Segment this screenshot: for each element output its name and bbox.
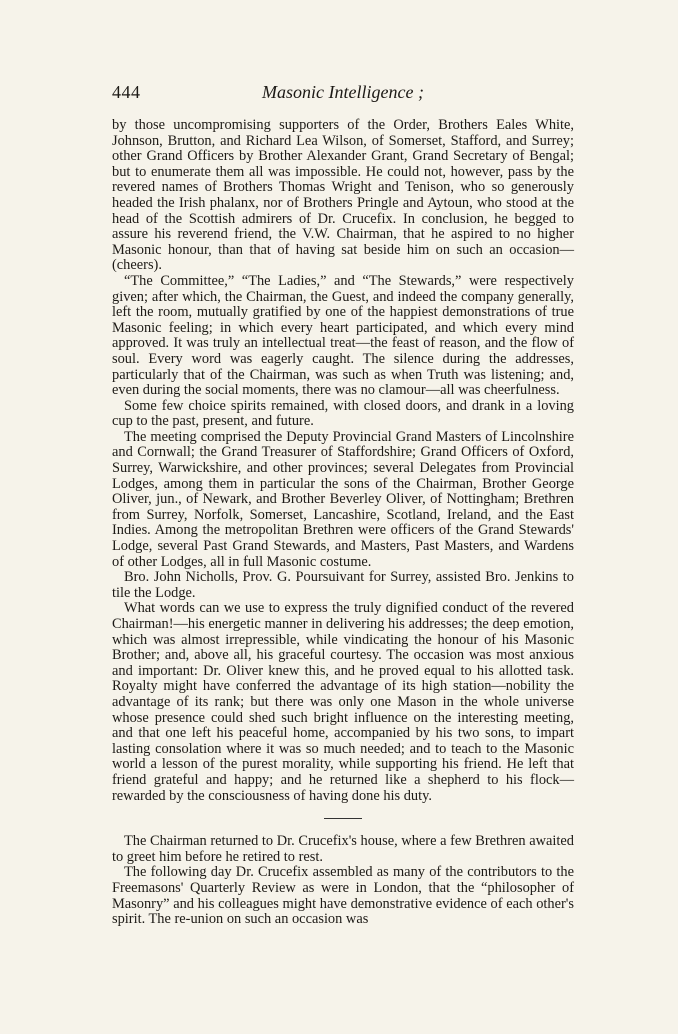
page-header — [112, 82, 574, 106]
paragraph: by those uncompromising supporters of the Order, Brothers Eales White, Johnson, Brutton, and Richard Lea Wilson, of Somerset, Stafford, and Surrey; other Grand Officers by Brother Alexander Grant, Grand Secretary of Bengal; but to enumerate them all was impossible. He could not, however, pass by the revered names of Brothers Thomas Wright and Tenison, who so generously headed the Irish phalanx, nor of Brothers Pringle and Aytoun, who stood at the head of the Scottish admirers of Dr. Crucefix. In conclusion, he begged to assure his reverend friend, the V.W. Chairman, that he aspired to no higher Masonic honour, than that of having sat beside him on such an occasion—(cheers). — [112, 117, 574, 274]
paragraph: “The Committee,” “The Ladies,” and “The Stewards,” were respectively given; after which, the Chairman, the Guest, and indeed the company generally, left the room, mutually gratified by one of the happiest demonstrations of true Masonic feeling; in which every heart participated, and which every mind approved. It was truly an intellectual treat—the feast of reason, and the flow of soul. Every word was eagerly caught. The silence during the addresses, particularly that of the Chairman, was such as when Truth was listening; and, even during the social moments, there was no clamour—all was cheerfulness. — [112, 272, 574, 399]
paragraph: Some few choice spirits remained, with closed doors, and drank in a loving cup to the past, present, and future. — [112, 397, 574, 430]
section-divider — [324, 818, 362, 819]
paragraph: Bro. John Nicholls, Prov. G. Poursuivant for Surrey, assisted Bro. Jenkins to tile the Lodge. — [112, 569, 574, 601]
paragraph: The meeting comprised the Deputy Provincial Grand Masters of Lincolnshire and Cornwall; the Grand Treasurer of Staffordshire; Grand Officers of Oxford, Surrey, Warwickshire, and other provinces; several Delegates from Provincial Lodges, among them in particular the sons of the Chairman, Brother George Oliver, jun., of Newark, and Brother Beverley Oliver, of Nottingham; Brethren from Surrey, Norfolk, Somerset, Lancashire, Scotland, Ireland, and the East Indies. Among the metropolitan Brethren were officers of the Grand Stewards' Lodge, several Past Grand Stewards, and Masters, Past Masters, and Wardens of other Lodges, all in full Masonic costume. — [112, 428, 574, 570]
body-text — [112, 118, 574, 928]
paragraph: The Chairman returned to Dr. Crucefix's house, where a few Brethren awaited to greet him before he retired to rest. — [112, 833, 574, 865]
running-title: Masonic Intelligence ; — [262, 82, 424, 102]
page-number: 444 — [112, 82, 141, 102]
paragraph: What words can we use to express the truly dignified conduct of the revered Chairman!—his energetic manner in delivering his addresses; the deep emotion, which was almost irrepressible, while vindicating the honour of his Masonic Brother; and, above all, his graceful courtesy. The occasion was most anxious and important: Dr. Oliver knew this, and he proved equal to his allotted task. Royalty might have conferred the advantage of its high station—nobility the advantage of its rank; but there was only one Mason in the whole universe whose presence could shed such bright influence on the interesting meeting, and that one left his peaceful home, accompanied by his two sons, to impart lasting consolation where it was so much needed; and to teach to the Masonic world a lesson of the purest morality, while supporting his friend. He left that friend grateful and happy; and he returned like a shepherd to his flock—rewarded by the consciousness of having done his duty. — [112, 600, 574, 804]
paragraph: The following day Dr. Crucefix assembled as many of the contributors to the Freemasons' Quarterly Review as were in London, that the “philosopher of Masonry” and his colleagues might have demonstrative evidence of each other's spirit. The re-union on such an occasion was — [112, 864, 574, 928]
